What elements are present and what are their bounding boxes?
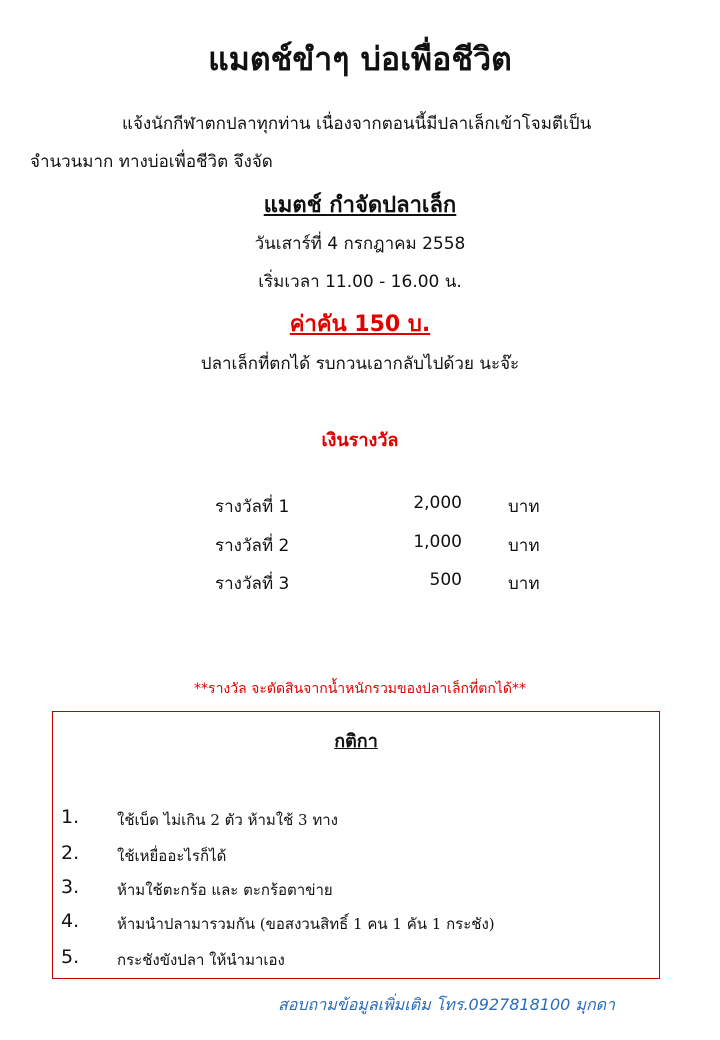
event-time: เริ่มเวลา 11.00 - 16.00 น.: [258, 272, 462, 292]
prize-label: รางวัลที่ 3: [215, 574, 290, 594]
prize-amount: 500: [429, 570, 462, 590]
prize-label: รางวัลที่ 2: [215, 536, 290, 556]
rules-title: กติกา: [334, 731, 378, 752]
rule-number: 2.: [61, 842, 80, 864]
prize-unit: บาท: [508, 574, 540, 594]
prize-condition: **รางวัล จะตัดสินจากน้ำหนักรวมของปลาเล็กที่ตกได้**: [194, 681, 526, 697]
prize-label: รางวัลที่ 1: [215, 497, 290, 517]
rule-text: กระชังขังปลา ให้นำมาเอง: [117, 951, 285, 969]
rule-number: 3.: [61, 876, 80, 898]
prize-heading: เงินรางวัล: [321, 430, 399, 451]
prize-amount: 2,000: [413, 493, 462, 513]
prize-row: [0, 532, 720, 560]
event-date: วันเสาร์ที่ 4 กรกฎาคม 2558: [254, 234, 466, 254]
prize-row: [0, 570, 720, 598]
intro-line-2: จำนวนมาก ทางบ่อเพื่อชีวิต จึงจัด: [30, 152, 273, 172]
page-title: แมตช์ขำๆ บ่อเพื่อชีวิต: [208, 40, 512, 78]
prize-unit: บาท: [508, 536, 540, 556]
rule-number: 4.: [61, 910, 80, 932]
rule-text: ใช้เบ็ด ไม่เกิน 2 ตัว ห้ามใช้ 3 ทาง: [117, 811, 338, 829]
prize-amount: 1,000: [413, 532, 462, 552]
rule-text: ห้ามนำปลามารวมกัน (ขอสงวนสิทธิ์ 1 คน 1 คัน 1 กระชัง): [117, 915, 495, 933]
prize-unit: บาท: [508, 497, 540, 517]
intro-line-1: แจ้งนักกีฬาตกปลาทุกท่าน เนื่องจากตอนนี้มีปลาเล็กเข้าโจมตีเป็น: [122, 114, 592, 134]
contact-info: สอบถามข้อมูลเพิ่มเติม โทร.0927818100 มุกดา: [278, 995, 616, 1014]
entry-fee: ค่าคัน 150 บ.: [289, 312, 431, 337]
rules-box: [52, 711, 660, 979]
rule-text: ใช้เหยื่ออะไรก็ได้: [117, 847, 227, 865]
rule-text: ห้ามใช้ตะกร้อ และ ตะกร้อตาข่าย: [117, 881, 333, 899]
event-subtitle: แมตช์ กำจัดปลาเล็ก: [263, 193, 457, 218]
prize-row: [0, 493, 720, 521]
event-note: ปลาเล็กที่ตกได้ รบกวนเอากลับไปด้วย นะจ๊ะ: [200, 354, 520, 374]
rule-number: 5.: [61, 946, 80, 968]
rule-number: 1.: [61, 806, 80, 828]
